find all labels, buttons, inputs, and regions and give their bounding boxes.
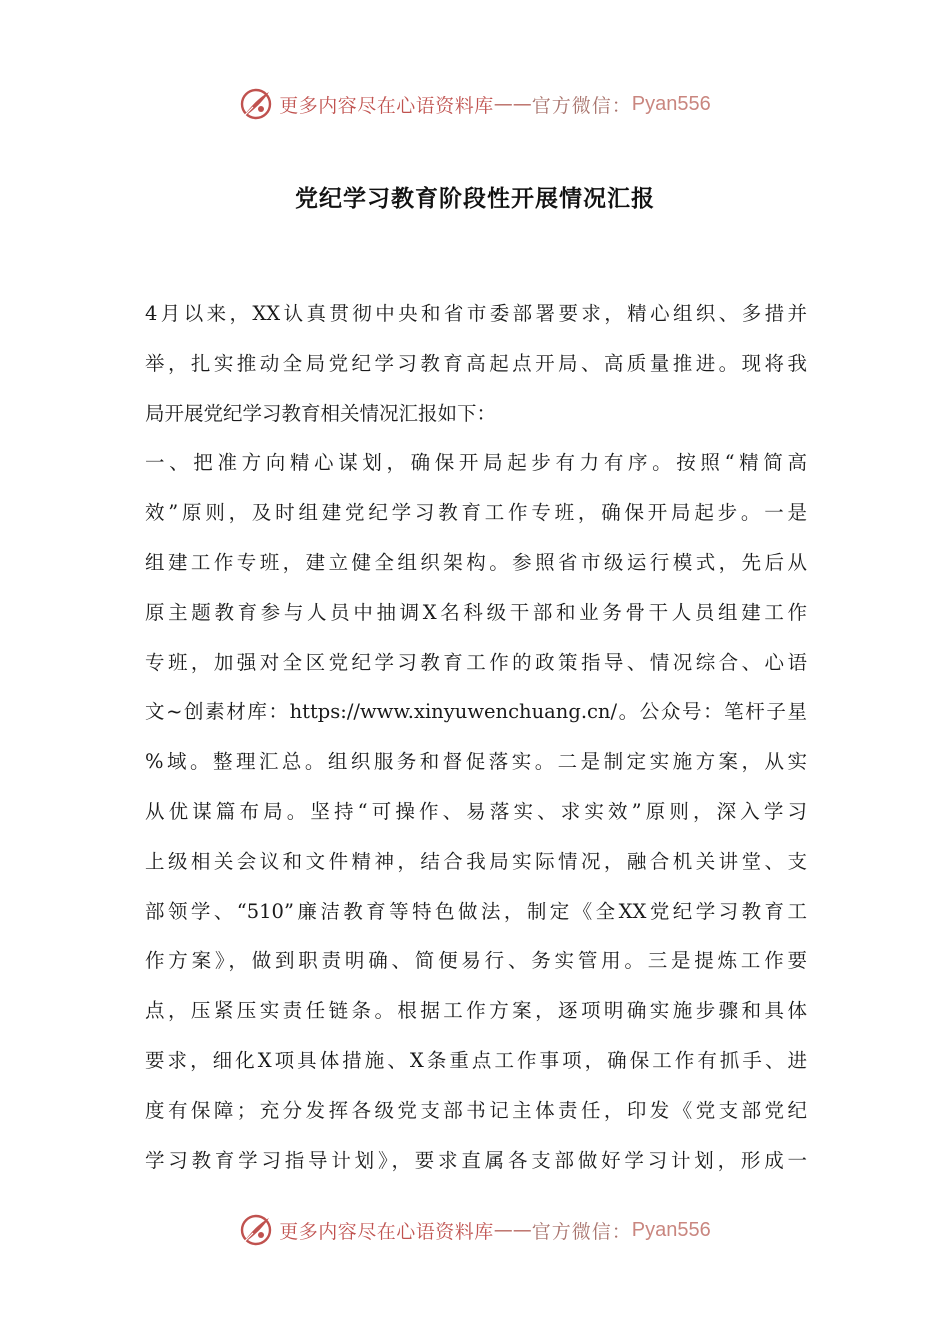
body-line: 部领学、“510”廉洁教育等特色做法，制定《全XX党纪学习教育工	[145, 899, 807, 923]
body-line: 上级相关会议和文件精神，结合我局实际情况，融合机关讲堂、支	[145, 849, 807, 873]
body-line: 作方案》，做到职责明确、简便易行、务实管用。三是提炼工作要	[145, 949, 807, 973]
body-line: 效”原则，及时组建党纪学习教育工作专班，确保开局起步。一是	[145, 501, 807, 525]
banner-dash: ——	[493, 93, 532, 115]
banner-site-text: 更多内容尽在心语资料库	[279, 1220, 494, 1243]
banner-wechat-label: 官方微信：	[531, 94, 632, 117]
banner-site-text: 更多内容尽在心语资料库	[279, 94, 494, 117]
body-line: 4月以来，XX认真贯彻中央和省市委部署要求，精心组织、多措并	[145, 302, 807, 325]
body-line: %域。整理汇总。组织服务和督促落实。二是制定实施方案，从实	[145, 750, 807, 774]
body-line: 要求，细化X项具体措施、X条重点工作事项，确保工作有抓手、进	[145, 1048, 807, 1072]
body-line: 学习教育学习指导计划》，要求直属各支部做好学习计划，形成一	[145, 1148, 807, 1172]
banner-wechat-id: Pyan556	[631, 92, 711, 115]
document-title: 党纪学习教育阶段性开展情况汇报	[295, 186, 655, 212]
body-line: 一、把准方向精心谋划，确保开局起步有力有序。按照“精简高	[145, 451, 807, 475]
banner-wechat-id: Pyan556	[631, 1218, 711, 1241]
banner-wechat-label: 官方微信：	[531, 1220, 632, 1243]
quill-logo-icon	[239, 87, 273, 121]
body-line: 专班，加强对全区党纪学习教育工作的政策指导、情况综合、心语	[145, 650, 807, 674]
banner-dash: ——	[493, 1219, 532, 1241]
header-banner	[0, 82, 950, 126]
footer-banner	[0, 1208, 950, 1252]
body-line: 原主题教育参与人员中抽调X名科级干部和业务骨干人员组建工作	[145, 600, 807, 624]
quill-logo-icon	[239, 1213, 273, 1247]
body-line: 从优谋篇布局。坚持“可操作、易落实、求实效”原则，深入学习	[145, 799, 807, 823]
body-line: 举，扎实推动全局党纪学习教育高起点开局、高质量推进。现将我	[145, 351, 807, 375]
body-line: 组建工作专班，建立健全组织架构。参照省市级运行模式，先后从	[145, 550, 807, 574]
body-line: 点，压紧压实责任链条。根据工作方案，逐项明确实施步骤和具体	[145, 999, 807, 1023]
body-line: 局开展党纪学习教育相关情况汇报如下：	[145, 401, 497, 425]
document-body	[145, 289, 807, 1185]
body-line: 度有保障；充分发挥各级党支部书记主体责任，印发《党支部党纪	[145, 1098, 807, 1122]
body-line: 文~创素材库：https://www.xinyuwenchuang.cn/。公众号：笔杆子星	[145, 700, 807, 724]
